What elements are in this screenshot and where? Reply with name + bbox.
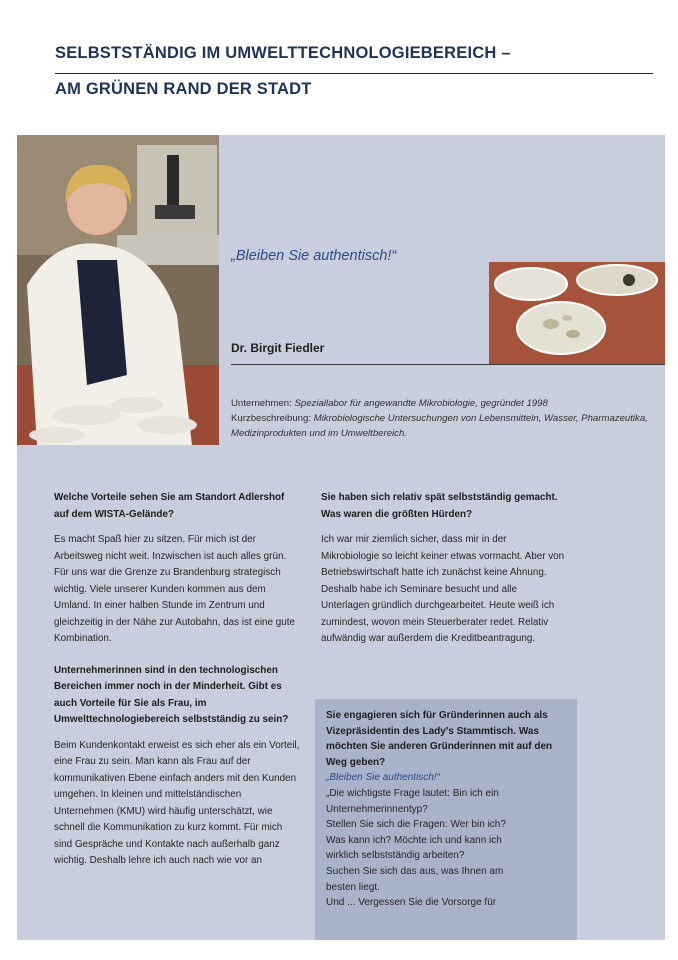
interview-question: Welche Vorteile sehen Sie am Standort Adlershof auf dem WISTA-Gelände?	[54, 492, 285, 520]
advice-line: Und ... Vergessen Sie die Vorsorge für	[326, 897, 497, 909]
description-label: Kurzbeschreibung:	[231, 413, 311, 424]
advice-box-content	[326, 708, 570, 911]
petri-dish-illustration	[489, 262, 665, 365]
headline-line-1: SELBSTSTÄNDIG IM UMWELTTECHNOLOGIEBEREICH –	[55, 44, 511, 62]
portrait-illustration	[17, 135, 219, 445]
interview-answer: Es macht Spaß hier zu sitzen. Für mich ist der Arbeitsweg nicht weit. Inzwischen ist auch alles grün. Für uns war die Grenze zu Brandenburg strategisch wichtig. Viele unserer Kunden kommen aus dem Umland. In einer halben Stunde im Zentrum und gleichzeitig in der Nähe zur Autobahn, das ist eine gute Kombination.	[54, 534, 295, 644]
company-text: Speziallabor für angewandte Mikrobiologie, gegründet 1998	[294, 398, 548, 409]
advice-line: Unternehmerinnentyp?	[326, 803, 428, 815]
advice-line: Stellen Sie sich die Fragen: Wer bin ich?	[326, 819, 506, 831]
advice-line: Was kann ich? Möchte ich und kann ich	[326, 834, 502, 846]
person-name: Dr. Birgit Fiedler	[231, 341, 325, 355]
interview-answer: Beim Kundenkontakt erweist es sich eher als ein Vorteil, eine Frau zu sein. Man kann als Frau auf der kommunikativen Ebene einfach anders mit den Kunden umgehen. In kleinen und mittelständischen Unternehmen (KMU) wird häufig unterschätzt, wie schnell die Kommunikation zu kurz kommt. Für mich sind Gespräche und Kontakte nach außerhalb ganz wichtig. Deshalb lehre ich auch nach wie vor an	[54, 739, 300, 866]
interview-question: Sie haben sich relativ spät selbstständig gemacht. Was waren die größten Hürden?	[321, 492, 558, 520]
advice-line: Suchen Sie sich das aus, was Ihnen am	[326, 865, 504, 877]
title-band	[17, 22, 665, 135]
advice-line: „Die wichtigste Frage lautet: Bin ich ein	[326, 787, 499, 799]
interview-question: Unternehmerinnen sind in den technologischen Bereichen immer noch in der Minderheit. Gibt es auch Vorteile für Sie als Frau, im Umwelttechnologiebereich selbstständig zu sein?	[54, 664, 289, 725]
feature-rule	[231, 364, 665, 365]
interview-column-left	[54, 490, 300, 885]
advice-box	[315, 699, 577, 940]
headline-line-2: AM GRÜNEN RAND DER STADT	[55, 80, 312, 98]
advice-line: besten liegt.	[326, 881, 380, 893]
portrait-photo	[17, 135, 219, 445]
magazine-page	[17, 22, 665, 940]
company-info	[231, 396, 661, 441]
interview-column-right	[321, 490, 567, 663]
petri-dish-photo	[489, 262, 665, 365]
advice-quote: „Bleiben Sie authentisch!“	[326, 772, 440, 784]
headline-rule	[55, 73, 653, 74]
company-label: Unternehmen:	[231, 398, 292, 409]
feature-quote: „Bleiben Sie authentisch!“	[231, 248, 397, 264]
advice-line: wirklich selbstständig arbeiten?	[326, 850, 465, 862]
interview-answer: Ich war mir ziemlich sicher, dass mir in der Mikrobiologie so leicht keiner etwas vormacht. Aber von Betriebswirtschaft hatte ich zunächst keine Ahnung. Deshalb habe ich Seminare besucht und alle Unterlagen gründlich durchgearbeitet. Heute weiß ich zumindest, wovon mein Steuerberater redet. Relativ aufwändig war außerdem die Kreditbeantragung.	[321, 534, 565, 644]
advice-question: Sie engagieren sich für Gründerinnen auch als Vizepräsidentin des Lady's Stammtisch. Was möchten Sie anderen Gründerinnen mit auf den Weg geben?	[326, 710, 553, 768]
description-text: Mikrobiologische Untersuchungen von Lebensmitteln, Wasser, Pharmazeutika, Medizinprodukten und im Umweltbereich.	[231, 413, 648, 439]
